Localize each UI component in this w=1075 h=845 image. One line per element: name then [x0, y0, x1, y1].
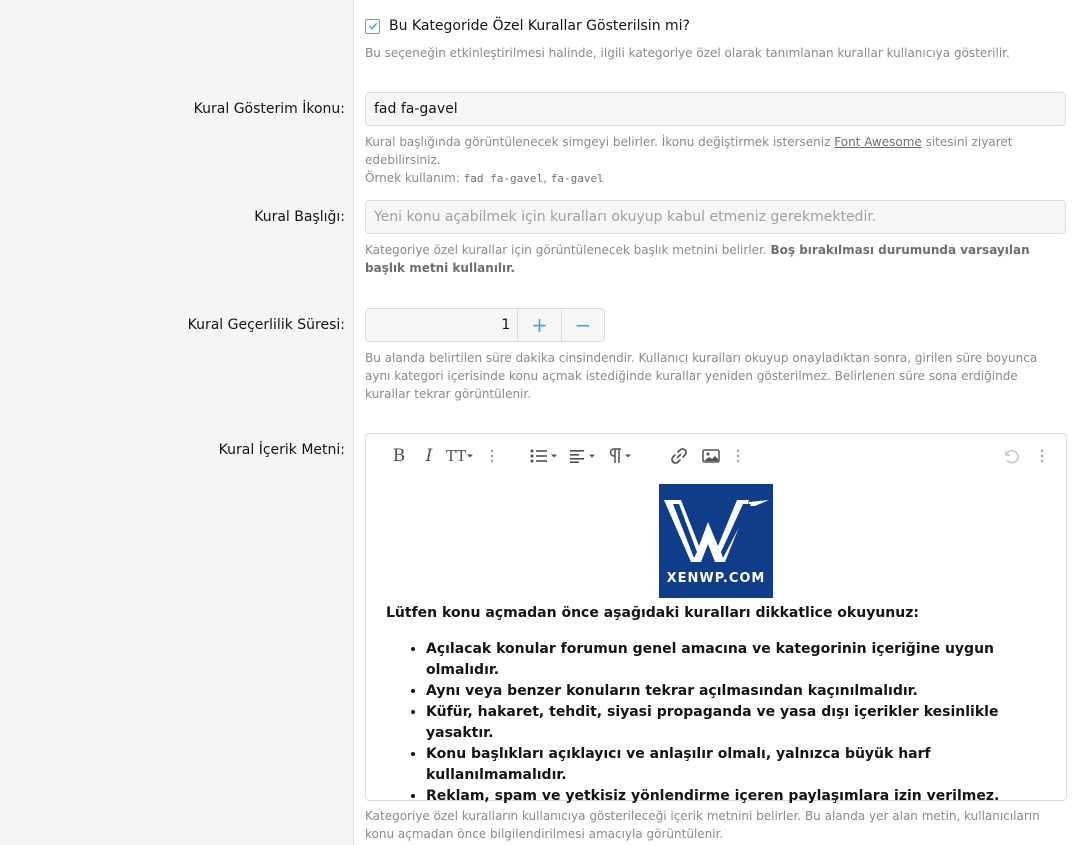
- paragraph-icon[interactable]: [608, 448, 632, 464]
- list-item: • Konu başlıkları açıklayıcı ve anlaşılır olmalı, yalnızca büyük harf kullanılmamalıdır.: [426, 744, 1066, 786]
- xenwp-logo: [659, 484, 773, 598]
- text-size-icon[interactable]: [446, 447, 474, 465]
- list-item: • Açılacak konular forumun genel amacına ve kategorinin içeriğine uygun olmalıdır.: [426, 639, 1066, 681]
- xenwp-w-logo-icon: [659, 484, 773, 574]
- increment-button[interactable]: +: [531, 313, 548, 337]
- italic-icon[interactable]: I: [425, 446, 433, 466]
- undo-icon[interactable]: [1002, 447, 1020, 465]
- bold-icon[interactable]: B: [392, 446, 406, 466]
- decrement-button[interactable]: −: [561, 309, 604, 341]
- title-field-label: Kural Başlığı:: [254, 209, 345, 225]
- show-rules-checkbox-row[interactable]: [365, 18, 690, 34]
- title-hint-bold: Boş bırakılması durumunda varsayılan başlık metni kullanılır.: [365, 243, 1030, 275]
- list-icon[interactable]: [530, 449, 558, 463]
- rules-intro: Lütfen konu açmadan önce aşağıdaki kuralları dikkatlice okuyunuz:: [386, 605, 919, 621]
- duration-field-hint: Bu alanda belirtilen süre dakika cinsindendir. Kullanıcı kuralları okuyup onayladıktan sonra, girilen süre boyunca aynı kategori içerisinde konu açmak istediğinde kurallar yeniden gösterilmez. Belirlenen süre sona erdiğinde kurallar tekrar görüntülenir.: [365, 351, 1038, 401]
- icon-field-label: Kural Gösterim İkonu:: [193, 101, 345, 117]
- duration-field-label: Kural Geçerlilik Süresi:: [187, 317, 345, 333]
- list-bullets-icon: [530, 449, 548, 463]
- duration-value[interactable]: 1: [366, 309, 518, 341]
- icon-hint-text-2: sitesini ziyaret edebilirsiniz.: [365, 135, 1013, 167]
- icon-hint-code-1: fad fa-gavel: [463, 172, 544, 185]
- icon-hint-example-prefix: Örnek kullanım:: [365, 171, 464, 185]
- title-field-hint: [365, 241, 1065, 277]
- title-input[interactable]: [365, 200, 1066, 234]
- show-rules-hint: Bu seçeneğin etkinleştirilmesi halinde, ilgili kategoriye özel olarak tanımlanan kurallar kullanıcıya gösterilir.: [365, 46, 1010, 60]
- icon-field-hint: [365, 133, 1065, 188]
- image-icon[interactable]: [702, 448, 720, 464]
- title-hint-text: Kategoriye özel kurallar için görüntülenecek başlık metnini belirler.: [365, 243, 771, 257]
- text-size-label: TT: [446, 447, 467, 465]
- show-rules-checkbox-label[interactable]: Bu Kategoride Özel Kurallar Gösterilsin mi?: [389, 18, 690, 34]
- editor-toolbar-middle: [530, 446, 632, 466]
- icon-hint-code-2: fa-gavel: [550, 172, 604, 185]
- content-field-label: Kural İçerik Metni:: [218, 442, 345, 458]
- chevron-down-icon: [588, 453, 596, 459]
- more-icon[interactable]: [728, 448, 748, 464]
- chevron-down-icon: [624, 453, 632, 459]
- content-field-hint: Kategoriye özel kuralların kullanıcıya gösterileceği içerik metnini belirler. Bu alanda yer alan metin, kullanıcıların konu açmadan önce bilgilendirilmesi amacıyla görüntülenir.: [365, 809, 1040, 841]
- editor-toolbar-insert: [670, 446, 748, 466]
- duration-stepper[interactable]: [365, 308, 605, 342]
- list-item: • Aynı veya benzer konuların tekrar açılmasından kaçınılmalıdır.: [426, 681, 1066, 702]
- align-icon[interactable]: [570, 449, 596, 463]
- link-icon[interactable]: [670, 447, 688, 465]
- rich-text-editor[interactable]: [365, 433, 1067, 804]
- icon-input[interactable]: [365, 92, 1066, 126]
- icon-hint-text: Kural başlığında görüntülenecek simgeyi belirler. İkonu değiştirmek isterseniz: [365, 135, 835, 149]
- list-item: • Küfür, hakaret, tehdit, siyasi propaganda ve yasa dışı içerikler kesinlikle yasaktır.: [426, 702, 1066, 744]
- font-awesome-link[interactable]: Font Awesome: [834, 135, 922, 149]
- icon-hint-sep: ,: [543, 171, 551, 185]
- logo-text: XENWP.COM: [666, 571, 766, 586]
- more-icon[interactable]: [482, 448, 502, 464]
- show-rules-checkbox[interactable]: [365, 19, 380, 34]
- rules-list: [386, 639, 1066, 807]
- more-icon[interactable]: [1032, 448, 1052, 464]
- checkmark-icon: [368, 21, 378, 31]
- align-left-icon: [570, 449, 586, 463]
- chevron-down-icon: [466, 453, 474, 459]
- label-column: [0, 0, 354, 845]
- chevron-down-icon: [550, 453, 558, 459]
- list-item: • Reklam, spam ve yetkisiz yönlendirme içeren paylaşımlara izin verilmez.: [426, 786, 1066, 807]
- editor-toolbar-right: [1002, 446, 1052, 466]
- editor-toolbar-left: [386, 446, 502, 466]
- pilcrow-icon: [608, 448, 622, 464]
